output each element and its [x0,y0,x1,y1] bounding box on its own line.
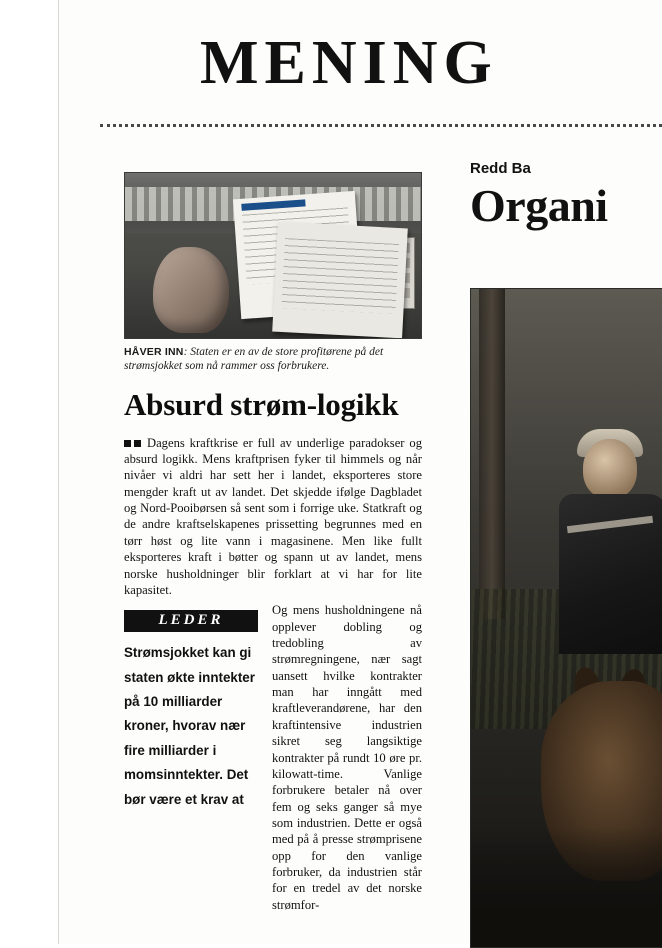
photo-child-head [583,439,637,499]
leder-text: Strømsjokket kan gi staten økte inntekter på 10 milliarder kroner, hvorav nær fire milliarder i momsinntekter. Det bør være et krav at [124,645,255,807]
leder-label: LEDER [124,610,258,632]
bullet-square-icon [124,440,131,447]
paragraph-1-text: Dagens kraftkrise er full av underlige paradokser og absurd logikk. Mens kraftprisen fyker til himmels og når nivåer vi aldri har sett her i landet, eksporteres store mengder kraft ut av landet. Det skjedde ifølge Dagbladet og Nord-Pooibørsen så sent som i forrige uke. Statkraft og de andre kraftselskapenes prissetting begrunnes med en tørr høst og lite vann i magasinene. Men like fullt eksporteres kraft i bøtter og spann ut av landet, mens norske husholdninger blir forklart at vi har for lite kapasitet. [124,435,422,597]
right-article-kicker: Redd Ba [470,160,531,177]
photo-invoice-lines-2 [281,238,399,314]
header-divider [100,124,662,130]
article-lower-section [124,602,422,912]
bullet-square-icon [134,440,141,447]
article-headline: Absurd strøm-logikk [124,386,399,422]
photo-invoice-front [272,222,408,339]
photo-ground-shadow [471,827,662,947]
right-article [470,160,662,230]
caption-text: : Staten er en av de store profitørene på det strømsjokket som nå rammer oss forbrukere. [124,346,384,373]
article-body-intro [124,435,422,599]
leder-box [124,610,258,812]
photo-caption [124,345,422,374]
caption-lead: HÅVER INN [124,346,184,358]
photo-tree-trunk [479,289,505,619]
electricity-bill-photo [124,172,422,339]
article-body-continued: Og mens husholdningene nå opplever dobling og tredobling av strømregningene, nær sagt uansett hvilke kontrakter man har inngått med kraftleverandørene, har den kraftintensive industrien sikret seg langsiktige kontrakter på rundt 10 øre pr. kilowatt-time. Vanlige forbrukere betaler nå over fem og seks ganger så mye som industrien. Dette er også med på å presse strømprisene opp for den vanlige forbruker, da industrien står for en tredel av det norske strømfor- [272,603,422,912]
right-article-headline: Organi [470,180,608,231]
paragraph-1 [124,435,422,599]
photo-invoice-logo [241,199,305,210]
left-article [124,172,422,912]
page-title: MENING [200,29,498,97]
child-with-dog-photo [470,288,662,948]
photo-hand [153,247,229,333]
page-left-margin [0,0,59,944]
